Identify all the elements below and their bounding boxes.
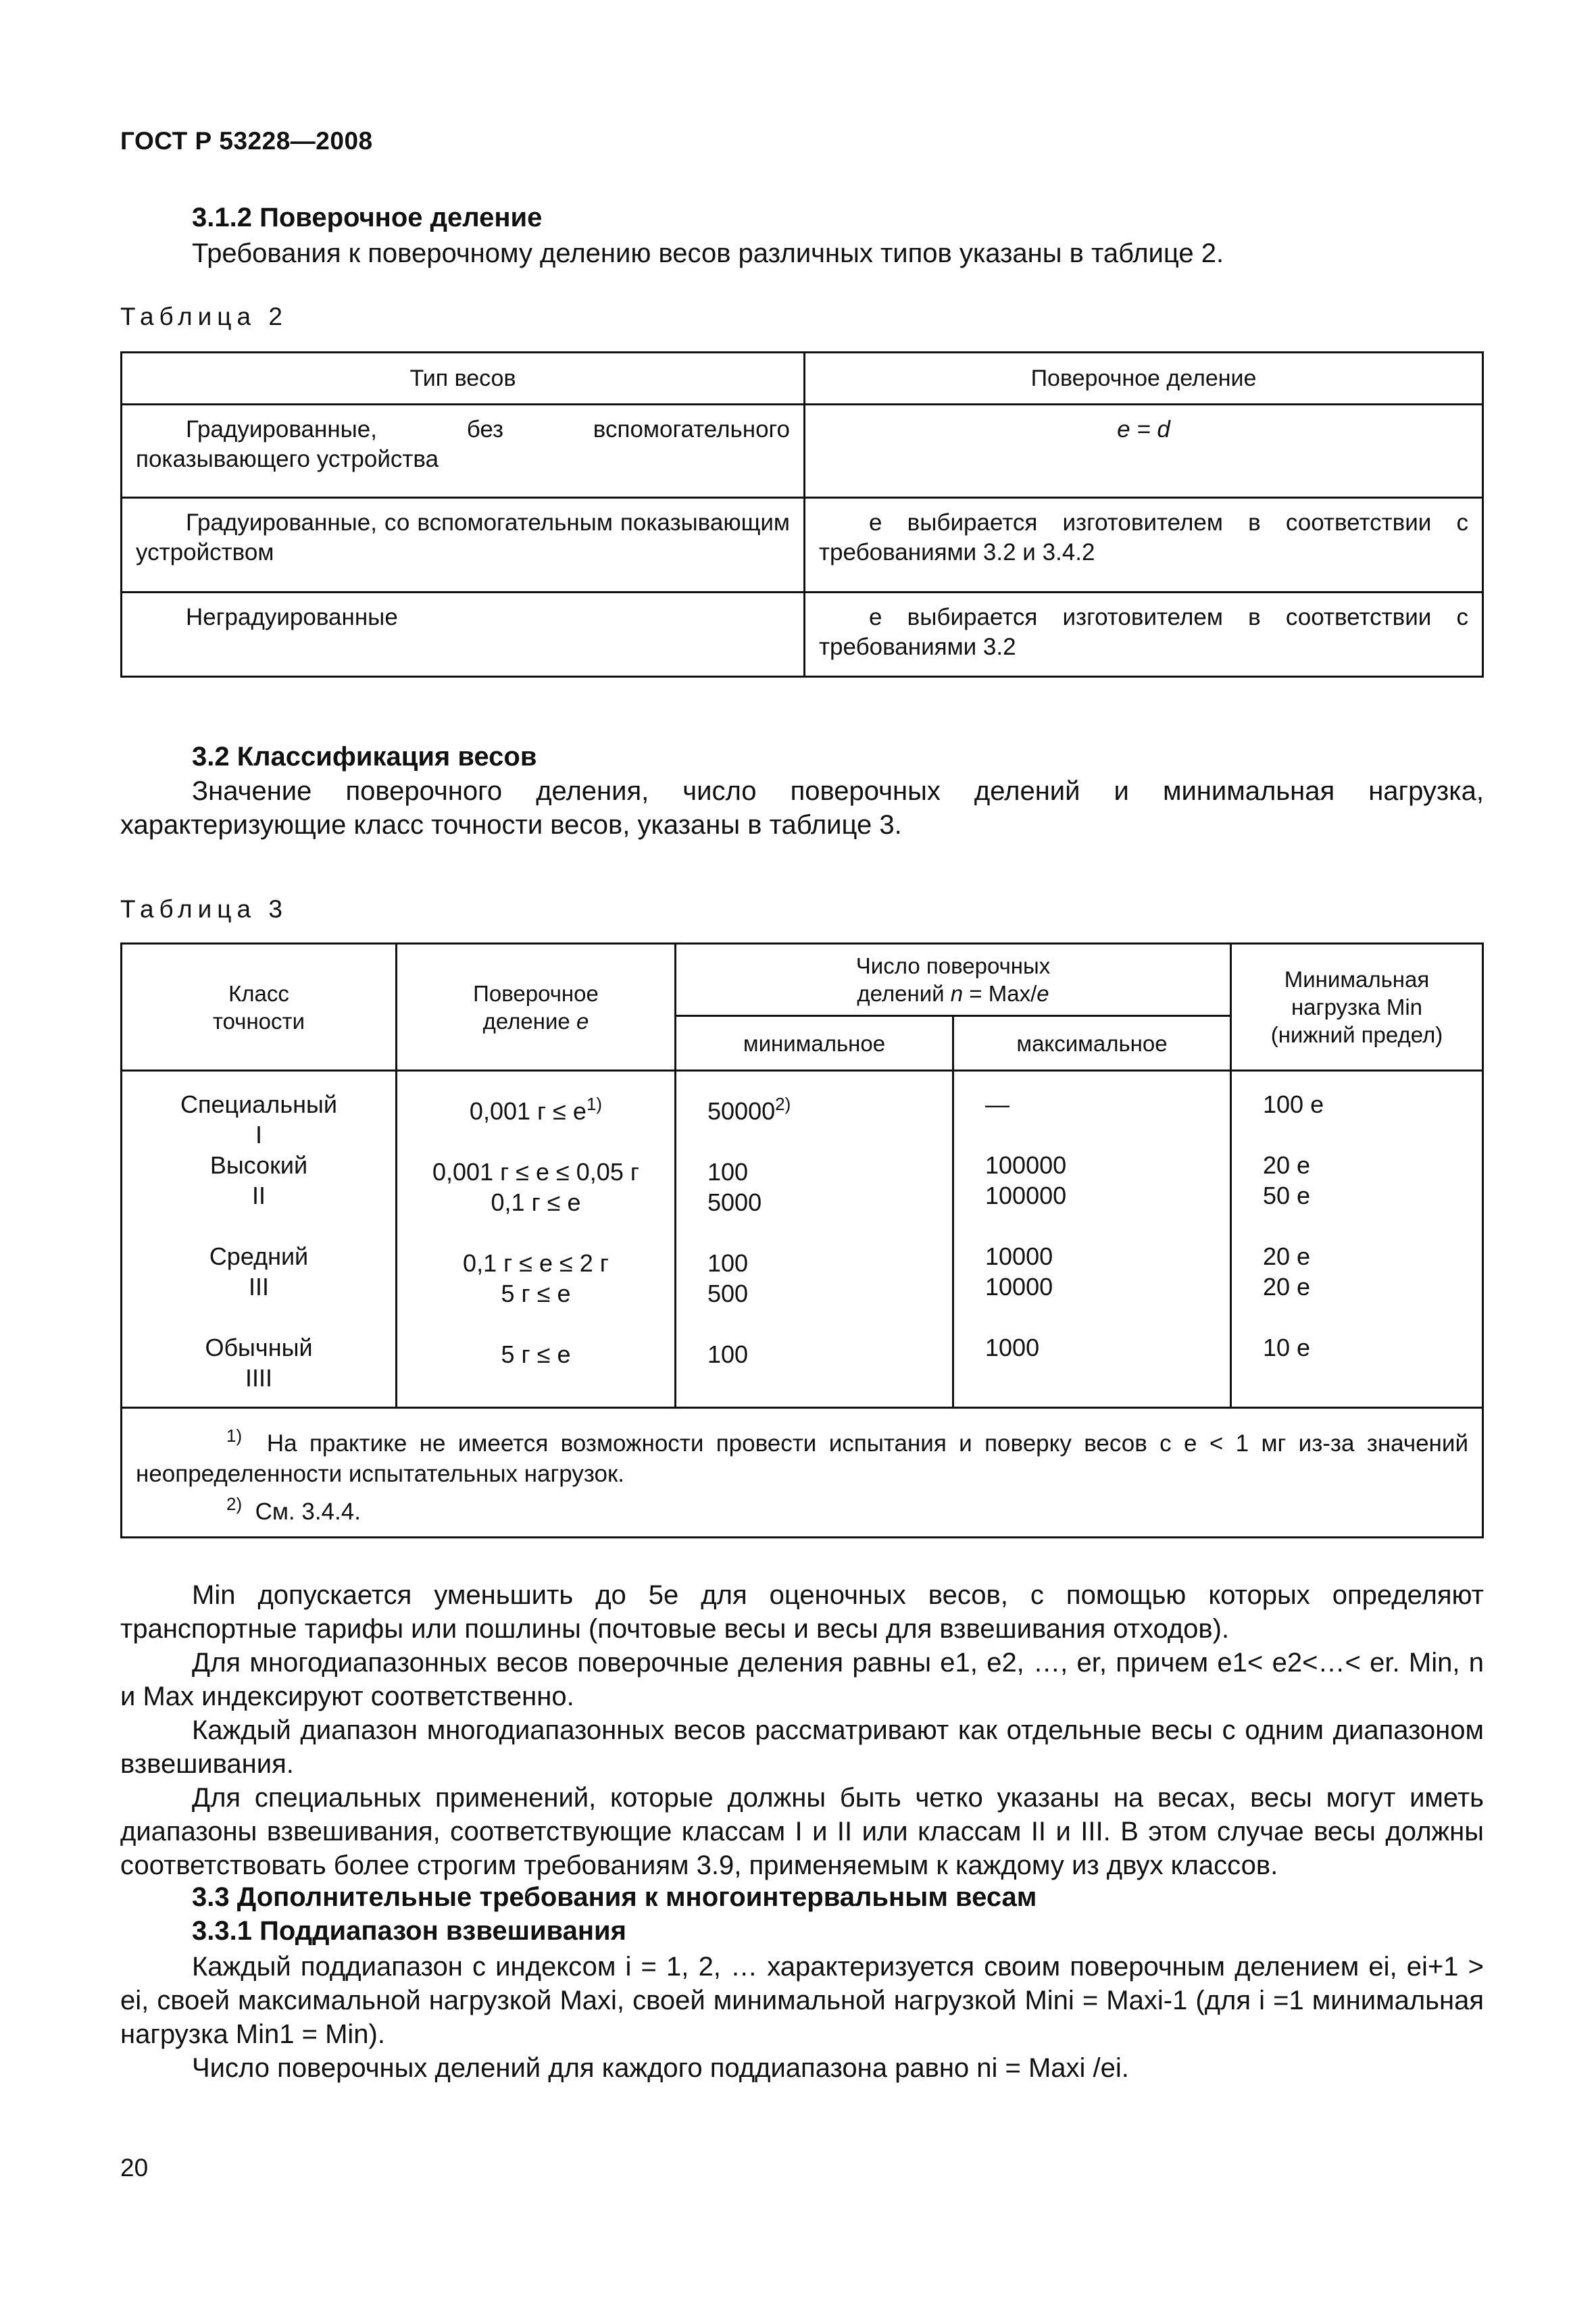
header-line: точности [212,1008,305,1034]
header-line: (нижний предел) [1270,1022,1443,1047]
paragraph-special-applications: Для специальных применений, которые должны быть четко указаны на весах, весы могут иметь диапазоны взвешивания, соответствующие классам I и II или классам II и III. В этом случае весы должны соответствовать более строгим требованиям 3.9, применяемым к каждому из двух классов. [120,1783,1484,1880]
footnote-1: $^{1)}$ На практике не имеется возможности провести испытания и поверку весов с e < 1 мг из-за значений неопределенности испытательных нагрузок. [136,1426,1468,1487]
division-value: 0,001 г ≤ e ≤ 0,05 г [432,1158,639,1186]
table-2-division-cell [805,405,1483,498]
page-number: 20 [120,2154,149,2182]
header-line: деление e [482,1008,589,1034]
n-min-value: 500 [707,1280,749,1307]
n-min-value: 5000 [707,1188,762,1216]
n-min-value: 100 [707,1158,749,1186]
class-roman: II [251,1182,266,1209]
section-3-1-2-title: 3.1.2 Поверочное деление [192,203,543,232]
table-2-caption: Таблица 2 [120,303,288,330]
n-max-value: 1000 [985,1334,1040,1361]
header-text: деление [482,1008,570,1034]
paragraph-min-reduction: Min допускается уменьшить до 5e для оценочных весов, с помощью которых определяют транспортные тарифы или пошлины (почтовые весы и весы для взвешивания отходов). [120,1580,1484,1644]
class-name: Обычный [205,1334,313,1361]
division-value: 0,001 $г \le e^{1)}$ [469,1094,603,1125]
table-3-header-min-load [1231,944,1483,1071]
n-max-value: 10000 [985,1242,1053,1270]
table-3-header-row [122,944,1483,1016]
n-max-value: — [985,1090,1009,1118]
n-min-value: 100 [707,1340,749,1368]
n-max-value: 100000 [985,1151,1067,1179]
division-value: 5 г ≤ e [501,1280,571,1307]
min-load-value: 20 e [1263,1151,1311,1179]
header-line: Поверочное [473,980,599,1006]
table-3-footnote-row [122,1408,1483,1538]
table-3-min-load-cell [1231,1071,1483,1408]
class-name: Высокий [209,1151,308,1179]
table-2-division-cell: e выбирается изготовителем в соответствии с требованиями 3.2 и 3.4.2 [805,498,1483,593]
section-3-3-1-text: Каждый поддиапазон с индексом i = 1, 2, … характеризуется своим поверочным делением ei, ei+1 > ei, своей максимальной нагрузкой Maxi, своей минимальной нагрузкой Mini = Maxi-1 (для i =1 минимальная нагрузка Min1 = Min). [120,1952,1484,2049]
header-line: делений n = Max/e [857,981,1049,1006]
table-2-division-cell: e выбирается изготовителем в соответствии с требованиями 3.2 [805,593,1483,677]
division-formula: e = d [1117,416,1170,443]
n-max-value: 100000 [985,1182,1067,1209]
table-3-n-max-cell [953,1071,1231,1408]
standard-header: ГОСТ Р 53228—2008 [120,127,373,155]
n-min-value: 50000$^{2)}$ [707,1094,791,1125]
table-2 [120,351,1484,678]
footnote-2-text: См. 3.4.4. [255,1499,361,1525]
footnote-1-text: На практике не имеется возможности провести испытания и поверку весов с e < 1 мг из-за значений неопределенности испытательных нагрузок. [136,1430,1468,1487]
class-roman: IIII [245,1364,272,1392]
table-3-header-count-min: минимальное [676,1016,953,1071]
header-line: Класс [228,980,289,1006]
table-3-header-division [397,944,676,1071]
min-load-value: 50 e [1263,1182,1311,1209]
class-roman: III [248,1273,269,1301]
table-2-header-type: Тип весов [122,353,805,405]
section-3-3-1-divisions: Число поверочных делений для каждого поддиапазона равно ni = Maxi /ei. [192,2053,1129,2083]
table-row [122,593,1483,677]
section-3-1-2-text: Требования к поверочному делению весов различных типов указаны в таблице 2. [192,238,1224,268]
section-3-2-text: Значение поверочного деления, число поверочных делений и минимальная нагрузка, характеризующие класс точности весов, указаны в таблице 3. [120,776,1484,840]
table-3-header-class [122,944,397,1071]
min-load-value: 20 e [1263,1242,1311,1270]
table-3-footnotes [122,1408,1483,1538]
paragraph-multirange: Для многодиапазонных весов поверочные деления равны e1, e2, …, er, причем e1< e2<…< er. Min, n и Max индексируют соответственно. [120,1648,1484,1711]
table-3-n-min-cell [676,1071,953,1408]
n-min-text: 50000 [707,1097,776,1125]
min-load-value: 100 e [1263,1090,1324,1118]
table-2-header-division: Поверочное деление [805,353,1483,405]
table-3-header-count-max: максимальное [953,1016,1231,1071]
min-load-value: 20 e [1263,1273,1311,1301]
table-3-classes-cell [122,1071,397,1408]
division-value: 5 г ≤ e [501,1340,571,1368]
section-3-2-title: 3.2 Классификация весов [192,742,537,772]
footnote-2: $^{2)}$ См. 3.4.4. [226,1494,361,1525]
division-value: 0,1 г ≤ e ≤ 2 г [463,1249,609,1277]
section-3-3-1-title: 3.3.1 Поддиапазон взвешивания [192,1916,626,1946]
table-row [122,498,1483,593]
header-line: Число поверочных [855,953,1051,978]
table-2-type-cell: Градуированные, без вспомогательного показывающего устройства [122,405,805,498]
section-3-3-title: 3.3 Дополнительные требования к многоинтервальным весам [192,1882,1037,1912]
table-3-divisions-cell [397,1071,676,1408]
table-2-header-row [122,353,1483,405]
n-min-value: 100 [707,1249,749,1277]
division-text: 0,001 г ≤ e [469,1097,587,1125]
header-text: делений [857,981,945,1006]
min-load-value: 10 e [1263,1334,1311,1361]
class-name: Специальный [180,1090,337,1118]
table-2-type-cell: Градуированные, со вспомогательным показывающим устройством [122,498,805,593]
table-2-type-cell: Неградуированные [122,593,805,677]
paragraph-each-range: Каждый диапазон многодиапазонных весов рассматривают как отдельные весы с одним диапазоном взвешивания. [120,1715,1484,1779]
class-name: Средний [209,1242,309,1270]
class-roman: I [255,1121,262,1149]
table-3-caption: Таблица 3 [120,895,288,923]
header-line: нагрузка Min [1291,995,1423,1020]
division-value: 0,1 г ≤ e [491,1188,581,1216]
header-line: Минимальная [1284,967,1430,992]
table-3-body-row [122,1071,1483,1408]
n-max-value: 10000 [985,1273,1053,1301]
table-row [122,405,1483,498]
table-3-header-count [676,944,1231,1016]
table-3 [120,942,1484,1538]
